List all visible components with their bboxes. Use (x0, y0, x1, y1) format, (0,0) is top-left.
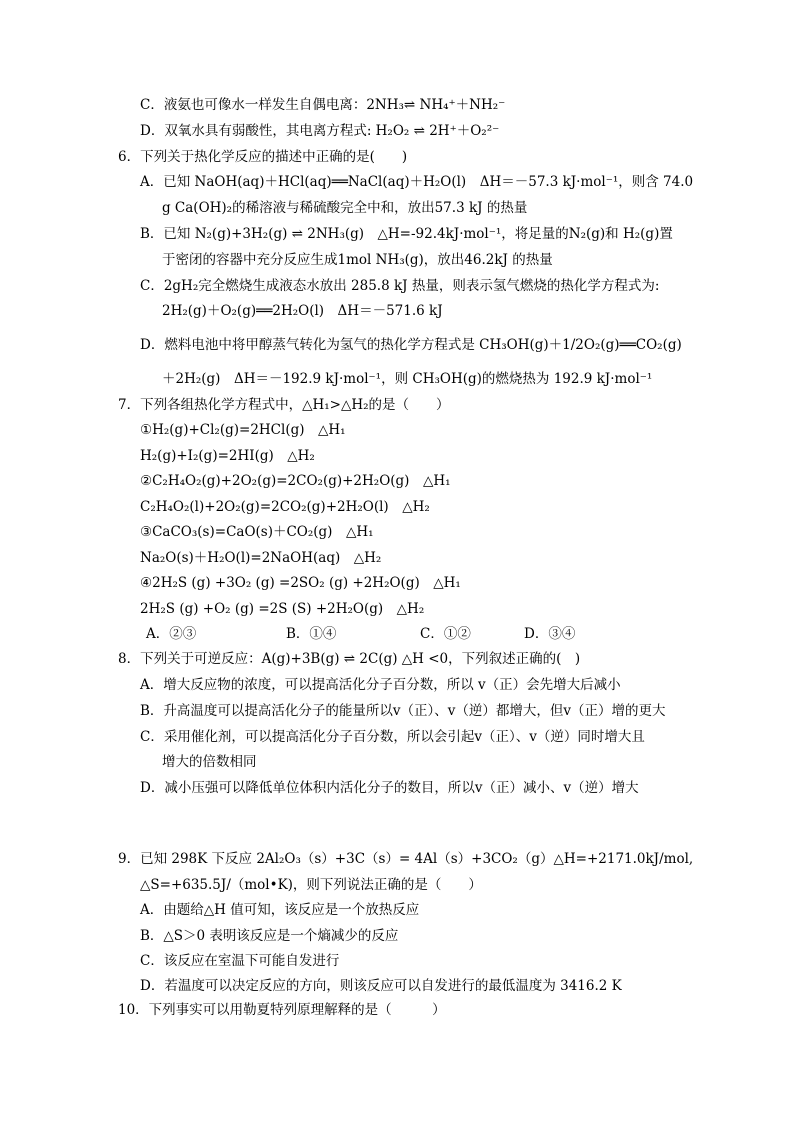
q6-option-c-line1: C．2gH₂完全燃烧生成液态水放出 285.8 kJ 热量，则表示氢气燃烧的热化学方程式为: (140, 278, 660, 294)
q5-option-c: C．液氨也可像水一样发生自偶电离：2NH₃⇌ NH₄⁺＋NH₂⁻ (140, 97, 506, 113)
q7-reaction-2a: ②C₂H₄O₂(g)+2O₂(g)=2CO₂(g)+2H₂O(g) △H₁ (140, 473, 451, 489)
q5-option-d: D．双氧水具有弱酸性，其电离方程式: H₂O₂ ⇌ 2H⁺＋O₂²⁻ (140, 123, 500, 139)
q6-option-d-line1: D．燃料电池中将甲醇蒸气转化为氢气的热化学方程式是 CH₃OH(g)＋1/2O₂(g)══CO₂(g) (140, 337, 682, 353)
q6-option-a-line1: A．已知 NaOH(aq)＋HCl(aq)══NaCl(aq)＋H₂O(l) ΔH＝－57.3 kJ·mol⁻¹，则含 74.0 (140, 174, 694, 190)
q6-option-c-line2: 2H₂(g)＋O₂(g)══2H₂O(l) ΔH＝－571.6 kJ (162, 303, 443, 319)
q8-option-b: B．升高温度可以提高活化分子的能量所以v（正）、v（逆）都增大，但v（正）增的更大 (140, 703, 666, 719)
q9-option-b: B．△S＞0 表明该反应是一个熵减少的反应 (140, 928, 399, 944)
q6-option-d-line2: ＋2H₂(g) ΔH＝－192.9 kJ·mol⁻¹，则 CH₃OH(g)的燃烧热为 192.9 kJ·mol⁻¹ (162, 371, 653, 387)
q8-option-c-line1: C．采用催化剂，可以提高活化分子百分数，所以会引起v（正）、v（逆）同时增大且 (140, 729, 645, 745)
question-10: 10．下列事实可以用勒夏特列原理解释的是（ ） (118, 1002, 446, 1018)
q7-option-c: C．①② (420, 626, 471, 642)
q7-reaction-4b: 2H₂S (g) +O₂ (g) =2S (S) +2H₂O(g) △H₂ (140, 601, 425, 617)
q6-option-b-line2: 于密闭的容器中充分反应生成1mol NH₃(g)，放出46.2kJ 的热量 (162, 252, 553, 268)
q7-reaction-1b: H₂(g)+I₂(g)=2HI(g) △H₂ (140, 448, 315, 464)
q7-reaction-4a: ④2H₂S (g) +3O₂ (g) =2SO₂ (g) +2H₂O(g) △H₁ (140, 575, 461, 591)
q9-option-d: D．若温度可以决定反应的方向，则该反应可以自发进行的最低温度为 3416.2 K (140, 978, 622, 994)
q7-reaction-3a: ③CaCO₃(s)=CaO(s)＋CO₂(g) △H₁ (140, 524, 374, 540)
question-8: 8．下列关于可逆反应：A(g)+3B(g) ⇌ 2C(g) △H <0，下列叙述正确的( ) (118, 651, 581, 667)
q7-reaction-2b: C₂H₄O₂(l)+2O₂(g)=2CO₂(g)+2H₂O(l) △H₂ (140, 499, 430, 515)
q7-reaction-1a: ①H₂(g)+Cl₂(g)=2HCl(g) △H₁ (140, 422, 346, 438)
question-9-line1: 9．已知 298K 下反应 2Al₂O₃（s）+3C（s）= 4Al（s）+3CO₂（g）△H=+2171.0kJ/mol, (118, 851, 694, 867)
q8-option-d: D．减小压强可以降低单位体积内活化分子的数目，所以v（正）减小、v（逆）增大 (140, 780, 639, 796)
q7-option-d: D．③④ (524, 626, 576, 642)
q7-option-b: B．①④ (286, 626, 337, 642)
question-6: 6．下列关于热化学反应的描述中正确的是( ) (118, 149, 408, 165)
q8-option-a: A．增大反应物的浓度，可以提高活化分子百分数，所以 v（正）会先增大后减小 (140, 677, 621, 693)
q7-reaction-3b: Na₂O(s)＋H₂O(l)=2NaOH(aq) △H₂ (140, 550, 382, 566)
q9-option-c: C．该反应在室温下可能自发进行 (140, 953, 340, 969)
question-9-line2: △S=+635.5J/（mol•K)，则下列说法正确的是（ ） (140, 877, 482, 893)
question-7: 7．下列各组热化学方程式中，△H₁>△H₂的是（ ） (118, 397, 450, 413)
q9-option-a: A．由题给△H 值可知，该反应是一个放热反应 (140, 902, 420, 918)
q6-option-b-line1: B．已知 N₂(g)+3H₂(g) ⇌ 2NH₃(g) △H=-92.4kJ·mol⁻¹，将足量的N₂(g)和 H₂(g)置 (140, 226, 673, 242)
q6-option-a-line2: g Ca(OH)₂的稀溶液与稀硫酸完全中和，放出57.3 kJ 的热量 (162, 200, 528, 216)
q8-option-c-line2: 增大的倍数相同 (162, 754, 257, 770)
q7-option-a: A．②③ (146, 626, 197, 642)
